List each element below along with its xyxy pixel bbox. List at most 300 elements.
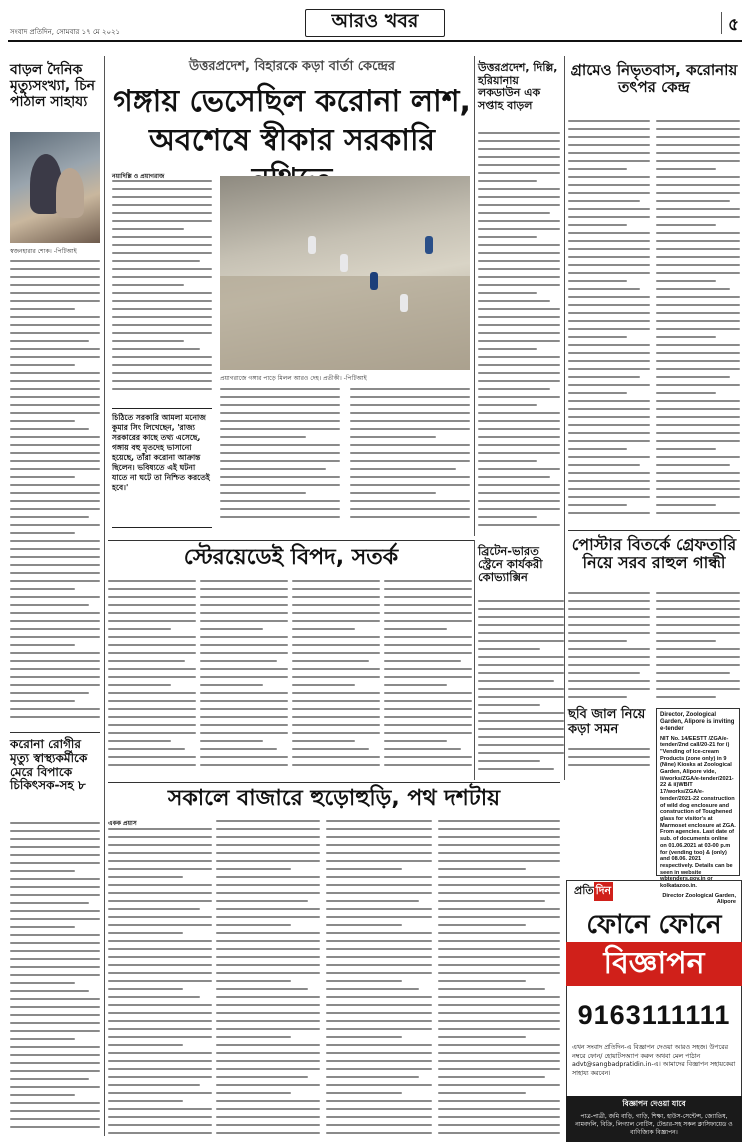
body-text-line [200,604,288,606]
body-text-line [220,404,340,406]
body-text-line [10,1078,89,1080]
body-text-line [438,972,560,974]
body-text-line [108,972,212,974]
body-text-line [384,596,472,598]
body-text-line [200,764,288,766]
masthead-rule [8,40,742,42]
body-text-line [568,748,650,750]
body-text-line [478,648,540,650]
body-text-line [108,1132,212,1134]
body-text-line [478,268,560,270]
body-text-line [10,934,100,936]
ad-footer-box [566,1096,742,1142]
body-text-line [10,596,100,598]
body-text-line [326,884,432,886]
body-text-line [568,432,650,434]
body-text-line [656,224,716,226]
body-text-line [200,700,288,702]
body-text-line [568,248,650,250]
body-text-line [350,508,470,510]
body-text-line [656,280,716,282]
body-text-line [478,252,560,254]
body-text-line [478,300,550,302]
body-text-line [350,436,436,438]
lead-dateline: নয়াদিল্লি ও প্রয়াগরাজ [112,173,165,180]
body-text-line [656,176,740,178]
body-text-line [112,236,212,238]
body-text-line [478,164,560,166]
body-text-line [112,204,212,206]
body-text-line [656,328,740,330]
body-text-line [656,656,740,658]
body-text-line [10,452,100,454]
body-text-line [478,332,560,334]
body-text-line [108,908,200,910]
body-text-line [326,860,432,862]
body-text-line [112,364,212,366]
body-text-line [568,304,650,306]
body-text-line [10,684,100,686]
body-text-line [478,196,560,198]
body-text-line [10,1094,75,1096]
body-text-line [438,1044,560,1046]
body-text-line [326,956,432,958]
body-text-line [438,1124,560,1126]
body-text-line [220,412,340,414]
body-text-line [350,516,470,518]
body-text-line [200,676,288,678]
body-text-line [656,392,716,394]
body-text-line [216,1124,320,1126]
body-text-line [108,916,212,918]
body-text-line [292,684,355,686]
body-text-line [478,180,537,182]
body-text-line [656,440,740,442]
body-text-line [438,924,526,926]
body-text-line [10,1086,100,1088]
body-text-line [216,844,320,846]
body-text-line [326,1052,432,1054]
lockdown-divider [564,56,565,536]
body-text-line [112,276,212,278]
body-text-line [10,1014,100,1016]
body-text-line [326,932,432,934]
body-text-line [384,684,447,686]
body-text-line [10,950,100,952]
body-text-line [10,404,100,406]
body-text-line [478,372,560,374]
body-text-line [108,756,196,758]
body-text-line [292,748,369,750]
body-text-line [112,372,212,374]
body-text-line [656,208,740,210]
body-text-line [292,692,380,694]
body-text-line [384,724,472,726]
lead-kicker: উত্তরপ্রদেশ, বিহারকে কড়া বার্তা কেন্দ্রের [188,59,396,74]
body-text-line [478,236,537,238]
body-text-line [10,1070,100,1072]
body-text-line [10,284,100,286]
body-text-line [350,452,470,454]
body-text-line [10,444,100,446]
body-text-line [656,504,716,506]
body-text-line [438,1068,560,1070]
body-text-line [438,1108,560,1110]
body-text-line [568,144,650,146]
body-text-line [108,892,212,894]
body-text-line [478,624,564,626]
section-title-box [305,9,445,37]
body-text-line [108,988,183,990]
body-text-line [10,620,100,622]
body-text-line [216,1108,320,1110]
body-text-line [326,916,432,918]
body-text-line [108,924,212,926]
fake-photo-headline: ছবি জাল নিয়ে কড়া সমন [568,707,646,737]
body-text-line [10,692,89,694]
ad-headline-2-box [566,942,742,986]
body-text-line [326,852,432,854]
body-text-line [656,416,740,418]
body-text-line [478,340,560,342]
body-text-line [216,820,320,822]
body-text-line [112,220,212,222]
body-text-line [656,408,740,410]
body-text-line [478,380,560,382]
body-text-line [656,128,740,130]
body-text-line [326,948,432,950]
body-text-line [10,998,100,1000]
body-text-line [656,136,740,138]
body-text-line [656,608,740,610]
body-text-line [478,404,537,406]
body-text-line [656,256,740,258]
body-text-line [568,136,650,138]
body-text-line [216,852,320,854]
body-text-line [478,452,560,454]
body-text-line [220,508,340,510]
body-text-line [200,628,263,630]
body-text-line [216,964,320,966]
body-text-line [10,540,100,542]
zoo-tender-notice [656,708,740,905]
body-text-line [10,1126,100,1128]
body-text-line [292,652,380,654]
body-text-line [568,448,627,450]
body-text-line [568,496,650,498]
body-text-line [478,768,554,770]
body-text-line [292,612,380,614]
body-text-line [112,188,212,190]
body-text-line [220,396,340,398]
body-text-line [108,844,212,846]
pratidin-logo [574,884,613,898]
body-text-line [568,288,640,290]
body-text-line [292,596,380,598]
body-text-line [478,172,560,174]
body-text-line [108,684,171,686]
body-text-line [384,748,461,750]
body-text-line [216,988,308,990]
body-text-line [438,1060,560,1062]
market-top-rule [108,782,560,783]
body-text-line [568,440,650,442]
body-text-line [292,620,380,622]
body-text-line [384,700,472,702]
body-text-line [10,572,100,574]
body-text-line [656,192,740,194]
body-text-line [10,628,100,630]
body-text-line [326,988,419,990]
body-text-line [216,860,320,862]
body-text-line [10,380,100,382]
ganga-bodies-photo [220,176,470,370]
body-text-line [350,476,470,478]
body-text-line [216,884,320,886]
body-text-line [10,1102,100,1104]
body-text-line [10,846,100,848]
body-text-line [656,632,740,634]
body-text-line [108,852,212,854]
body-text-line [10,532,75,534]
oxygen-top-rule [10,732,100,733]
body-text-line [200,596,288,598]
body-text-line [384,604,472,606]
body-text-line [216,900,308,902]
body-text-line [220,500,340,502]
pull-quote-text: চিঠিতে সরকারি আমলা মনোজ কুমার সিং লিখেছেন, 'রাজ্য সরকারের কাছে তথ্য এসেছে, গঙ্গায় বহু মৃতদেহ ভাসানো হয়েছে, তাঁরা করোনা আক্রান্ত ছিলেন। ভবিষ্যতে এই ঘটনা যাতে না ঘটে তা নিশ্চিত করতেই হবে।' [112,413,210,493]
body-text-line [200,756,288,758]
body-text-line [568,352,650,354]
body-text-line [10,966,100,968]
body-text-line [10,316,100,318]
body-text-line [384,588,472,590]
body-text-line [478,680,554,682]
ad-footer-title: বিজ্ঞাপন দেওয়া যাবে [622,1099,686,1108]
body-text-line [108,1036,212,1038]
body-text-line [478,356,560,358]
body-text-line [216,1076,308,1078]
body-text-line [108,1020,212,1022]
body-text-line [438,836,560,838]
body-text-line [326,836,432,838]
body-text-line [384,716,472,718]
body-text-line [656,312,740,314]
poster-body-col1 [568,592,650,704]
ad-headline-2: বিজ্ঞাপন [603,945,705,981]
body-text-line [326,1036,402,1038]
body-text-line [438,1012,560,1014]
body-text-line [350,460,470,462]
worker-figure-5 [425,236,433,254]
fake-photo-divider [564,530,565,780]
body-text-line [326,1012,432,1014]
body-text-line [478,728,564,730]
body-text-line [292,660,369,662]
body-text-line [216,924,291,926]
worker-figure-2 [340,254,348,272]
ganga-photo-caption: প্রয়াগরাজে গঙ্গার পাড়ে মিলল আরও দেহ। প্রতীকী। -পিটিআই [220,375,367,382]
body-text-line [478,696,564,698]
body-text-line [10,308,75,310]
body-text-line [108,1076,212,1078]
body-text-line [438,884,560,886]
body-text-line [216,1044,320,1046]
body-text-line [108,1100,183,1102]
body-text-line [200,652,288,654]
body-text-line [656,264,740,266]
body-text-line [568,472,650,474]
worker-figure-3 [370,272,378,290]
body-text-line [112,356,212,358]
body-text-line [10,1046,100,1048]
body-text-line [216,1004,320,1006]
body-text-line [656,120,740,122]
body-text-line [656,464,730,466]
body-text-line [10,268,100,270]
body-text-line [478,412,560,414]
body-text-line [656,648,740,650]
market-body-col2 [216,820,320,1140]
body-text-line [10,348,100,350]
body-text-line [568,688,650,690]
body-text-line [568,128,650,130]
page-dateline: সংবাদ প্রতিদিন, সোমবার ১৭ মে ২০২১ [10,28,121,36]
body-text-line [384,612,472,614]
body-text-line [108,596,196,598]
body-text-line [478,188,560,190]
body-text-line [112,340,184,342]
market-dateline: একক প্রয়াস [108,820,137,827]
body-text-line [216,948,320,950]
body-text-line [478,212,550,214]
body-text-line [478,500,560,502]
body-text-line [112,212,212,214]
body-text-line [568,640,627,642]
village-headline: গ্রামেও নিভৃতবাস, করোনায় তৎপর কেন্দ্র [570,61,738,97]
body-text-line [108,1108,212,1110]
body-text-line [108,700,196,702]
body-text-line [108,884,212,886]
body-text-line [478,468,560,470]
body-text-line [384,636,472,638]
body-text-line [220,468,326,470]
body-text-line [656,216,740,218]
body-text-line [568,600,650,602]
body-text-line [384,764,472,766]
body-text-line [108,708,196,710]
body-text-line [384,660,461,662]
body-text-line [478,204,560,206]
body-text-line [478,132,560,134]
body-text-line [568,408,650,410]
body-text-line [568,224,627,226]
body-text-line [656,624,740,626]
body-text-line [10,830,100,832]
body-text-line [10,660,100,662]
body-text-line [656,424,740,426]
body-text-line [656,368,740,370]
body-text-line [656,344,740,346]
body-text-line [10,340,89,342]
body-text-line [108,644,196,646]
body-text-line [292,604,380,606]
strain-body [478,600,564,778]
body-text-line [108,996,200,998]
lead-body-col1 [112,180,212,402]
body-text-line [220,516,340,518]
steroid-headline: স্টেরয়েডেই বিপদ, সতর্ক [183,545,399,570]
body-text-line [568,400,650,402]
body-text-line [568,336,627,338]
body-text-line [10,862,100,864]
body-text-line [10,958,100,960]
lead-body-col3 [350,388,470,528]
body-text-line [108,948,212,950]
body-text-line [656,384,740,386]
body-text-line [568,232,650,234]
body-text-line [656,272,740,274]
body-text-line [112,380,212,382]
body-text-line [292,732,380,734]
body-text-line [326,1068,432,1070]
body-text-line [384,652,472,654]
body-text-line [438,996,560,998]
body-text-line [326,1060,432,1062]
body-text-line [108,1004,212,1006]
body-text-line [216,1036,291,1038]
body-text-line [10,942,100,944]
body-text-line [656,232,740,234]
body-text-line [438,980,526,982]
body-text-line [478,516,537,518]
body-text-line [656,160,740,162]
body-text-line [384,668,472,670]
body-text-line [568,456,650,458]
body-text-line [10,990,89,992]
body-text-line [326,1076,419,1078]
body-text-line [656,288,730,290]
body-text-line [10,516,89,518]
body-text-line [292,700,380,702]
zoo-notice-office: Director, Zoological Garden, Alipore is inviting e-tender [660,712,735,733]
body-text-line [108,1092,212,1094]
ad-fine-print: এখন সংবাদ প্রতিদিন-এ বিজ্ঞাপন দেওয়া আরও সহজ। উপরের নম্বরে ফোন/ হোয়াটসঅ্যাপ করুন অথবা মেল পাঠান advt@sangbadpratidin.in-এ। আমাদের বিজ্ঞাপন সহায়কেরা সাহায্য করবেন। [572,1044,736,1078]
body-text-line [112,268,212,270]
body-text-line [10,918,100,920]
body-text-line [200,660,277,662]
body-text-line [350,500,470,502]
steroid-divider [474,540,475,780]
body-text-line [216,1092,291,1094]
body-text-line [220,476,340,478]
body-text-line [326,964,432,966]
body-text-line [384,620,472,622]
body-text-line [478,276,560,278]
body-text-line [10,1054,100,1056]
body-text-line [108,588,196,590]
body-text-line [438,1020,560,1022]
body-text-line [112,316,212,318]
body-text-line [478,460,537,462]
body-text-line [108,620,196,622]
body-text-line [108,732,196,734]
body-text-line [568,160,650,162]
body-text-line [108,932,183,934]
body-text-line [478,760,540,762]
body-text-line [478,148,560,150]
body-text-line [112,308,212,310]
